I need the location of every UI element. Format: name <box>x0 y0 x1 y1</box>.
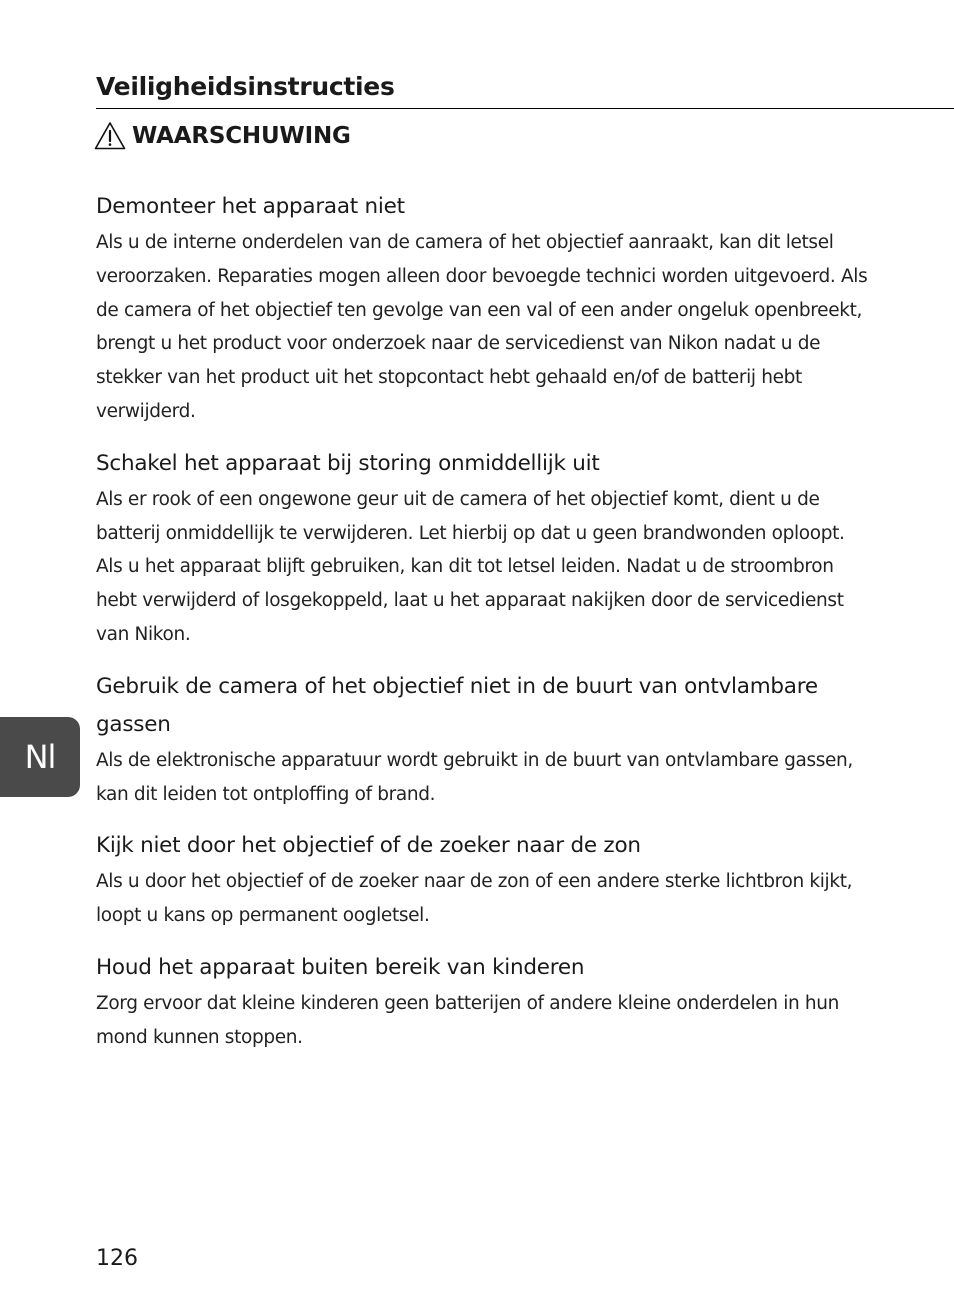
language-tab: Nl <box>0 717 80 797</box>
section-body: Als u de interne onderdelen van de camera of het objectief aanraakt, kan dit letsel veroorzaken. Reparaties mogen alleen door bevoegde technici worden uitgevoerd. Als de camera of het objectief ten gevolge van een val of een ander ongeluk openbreekt, brengt u het product voor onderzoek naar de servicedienst van Nikon nadat u de stekker van het product uit het stopcontact hebt gehaald en/of de batterij hebt verwijderd. <box>96 232 868 422</box>
section-heading: Houd het apparaat buiten bereik van kinderen <box>96 954 585 980</box>
page-title: Veiligheidsinstructies <box>96 72 395 101</box>
section-heading: Schakel het apparaat bij storing onmiddellijk uit <box>96 450 600 476</box>
warning-label: WAARSCHUWING <box>132 123 351 149</box>
warning-header <box>94 121 351 151</box>
section-body: Als er rook of een ongewone geur uit de camera of het objectief komt, dient u de batterij onmiddellijk te verwijderen. Let hierbij op dat u geen brandwonden oploopt. Als u het apparaat blijft gebruiken, kan dit tot letsel leiden. Nadat u de stroombron hebt verwijderd of losgekoppeld, laat u het apparaat nakijken door de servicedienst van Nikon. <box>96 488 845 645</box>
section-body: Zorg ervoor dat kleine kinderen geen batterijen of andere kleine onderdelen in hun mond kunnen stoppen. <box>96 992 840 1048</box>
warning-triangle-icon <box>94 121 126 151</box>
section-children <box>96 949 876 1055</box>
section-heading: Kijk niet door het objectief of de zoeker naar de zon <box>96 833 641 859</box>
section-heading: Demonteer het apparaat niet <box>96 194 405 219</box>
safety-sections <box>96 188 876 1071</box>
section-body: Als u door het objectief of de zoeker naar de zon of een andere sterke lichtbron kijkt, loopt u kans op permanent oogletsel. <box>96 871 853 927</box>
page-number: 126 <box>96 1246 138 1271</box>
section-body: Als de elektronische apparatuur wordt gebruikt in de buurt van ontvlambare gassen, kan dit leiden tot ontploffing of brand. <box>96 749 853 805</box>
title-divider <box>96 108 954 109</box>
section-flammable-gas <box>96 668 876 812</box>
section-heading: Gebruik de camera of het objectief niet in de buurt van ontvlambare gassen <box>96 673 818 737</box>
section-sun <box>96 827 876 933</box>
section-disassembly <box>96 188 876 429</box>
section-malfunction <box>96 445 876 652</box>
